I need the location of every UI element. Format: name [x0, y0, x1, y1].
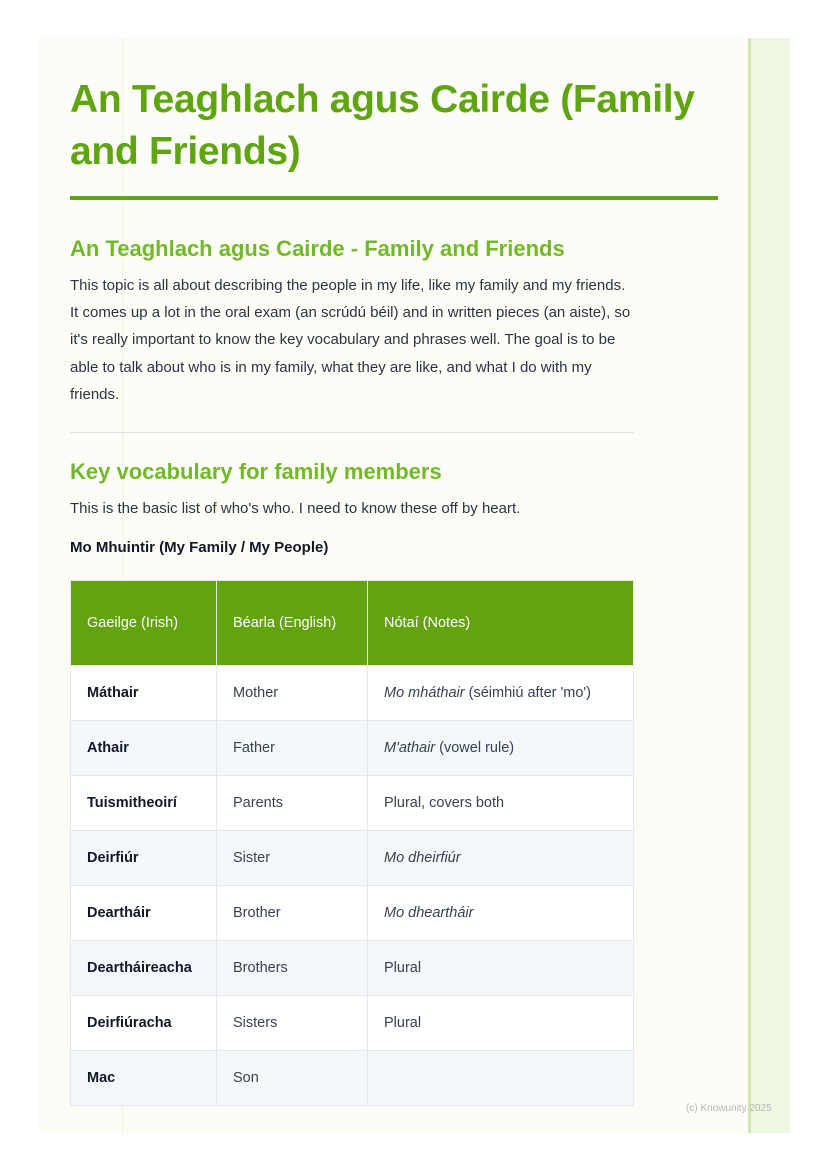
note-italic-text: M'athair: [384, 740, 436, 757]
cell-notes: [368, 941, 634, 996]
column-header-irish: Gaeilge (Irish): [71, 581, 217, 666]
note-text: Plural, covers both: [384, 795, 505, 812]
title-underline: [70, 196, 718, 200]
column-header-notes: Nótaí (Notes): [368, 581, 634, 666]
cell-notes: [368, 996, 634, 1051]
cell-irish: Mac: [71, 1051, 217, 1106]
cell-irish: Athair: [71, 721, 217, 776]
section-heading-vocabulary: Key vocabulary for family members: [70, 459, 442, 485]
cell-notes: [368, 776, 634, 831]
cell-irish: Deartháir: [71, 886, 217, 941]
document-content: [70, 74, 718, 1106]
note-text: Plural: [384, 1015, 422, 1032]
cell-irish: Tuismitheoirí: [71, 776, 217, 831]
side-rail: [748, 38, 790, 1133]
table-row: [71, 831, 634, 886]
section-divider: [70, 432, 634, 433]
cell-irish: Deartháireacha: [71, 941, 217, 996]
cell-english: Brother: [217, 886, 368, 941]
cell-notes: [368, 831, 634, 886]
cell-irish: Máthair: [71, 666, 217, 721]
cell-notes: [368, 1051, 634, 1106]
copyright-footer: (c) Knowunity 2025: [686, 1103, 772, 1114]
table-row: [71, 886, 634, 941]
note-text: (séimhiú after 'mo'): [464, 685, 591, 702]
page-title: An Teaghlach agus Cairde (Family and Friends): [70, 78, 695, 173]
table-row: [71, 721, 634, 776]
intro-paragraph: This topic is all about describing the people in my life, like my family and my friends. It comes up a lot in the oral exam (an scrúdú béil) and in written pieces (an aiste), so it's really important to know the key vocabulary and phrases well. The goal is to be able to talk about who is in my family, what they are like, and what I do with my friends.: [70, 277, 631, 403]
cell-notes: [368, 666, 634, 721]
table-row: [71, 1051, 634, 1106]
family-vocabulary-table: [70, 580, 634, 1106]
cell-notes: [368, 721, 634, 776]
note-italic-text: Mo dheirfiúr: [384, 850, 461, 867]
document-page: [38, 38, 790, 1133]
note-text: (vowel rule): [435, 740, 515, 757]
table-header-row: [71, 581, 634, 666]
table-row: [71, 941, 634, 996]
table-row: [71, 776, 634, 831]
cell-english: Sister: [217, 831, 368, 886]
table-row: [71, 666, 634, 721]
cell-irish: Deirfiúracha: [71, 996, 217, 1051]
cell-notes: [368, 886, 634, 941]
note-italic-text: Mo mháthair: [384, 685, 465, 702]
vocabulary-lead-text: This is the basic list of who's who. I need to know these off by heart.: [70, 500, 521, 518]
cell-english: Parents: [217, 776, 368, 831]
cell-english: Father: [217, 721, 368, 776]
family-table-subheading: Mo Mhuintir (My Family / My People): [70, 539, 329, 557]
table-row: [71, 996, 634, 1051]
note-text: Plural: [384, 960, 422, 977]
column-header-english: Béarla (English): [217, 581, 368, 666]
cell-english: Son: [217, 1051, 368, 1106]
cell-irish: Deirfiúr: [71, 831, 217, 886]
cell-english: Sisters: [217, 996, 368, 1051]
cell-english: Mother: [217, 666, 368, 721]
table-body: [71, 666, 634, 1106]
section-heading-family-and-friends: An Teaghlach agus Cairde - Family and Friends: [70, 236, 565, 261]
cell-english: Brothers: [217, 941, 368, 996]
note-italic-text: Mo dheartháir: [384, 905, 474, 922]
